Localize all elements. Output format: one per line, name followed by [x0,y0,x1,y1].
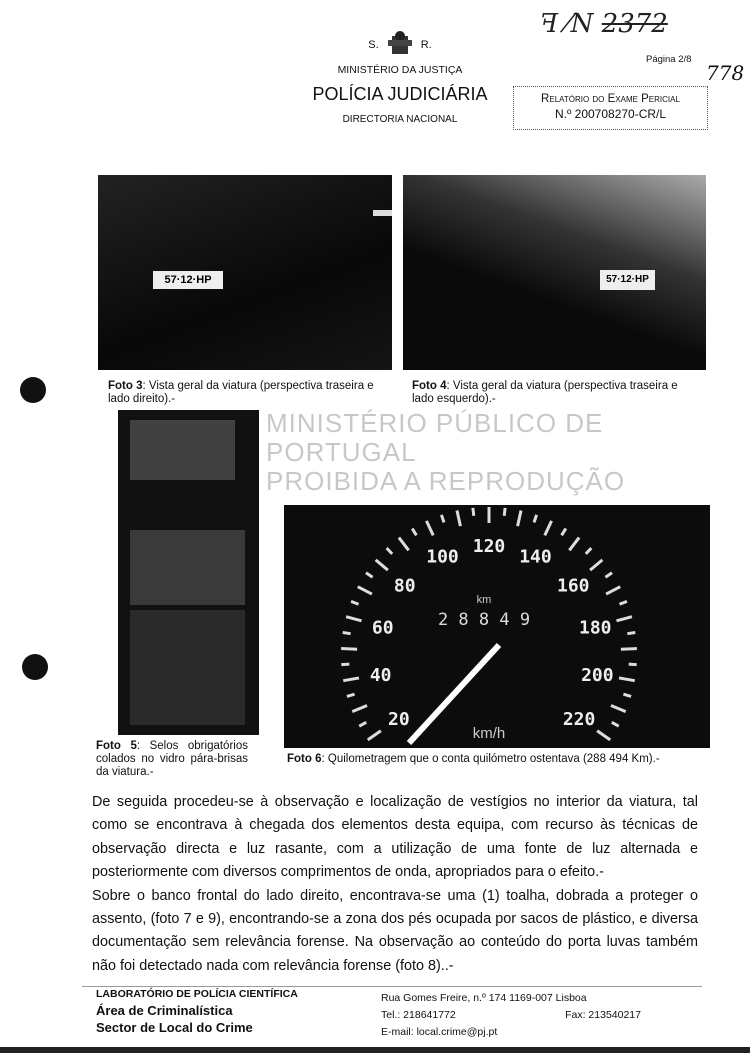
photo-5-windshield-stickers [118,410,259,735]
footer-left [96,988,298,1036]
odometer-reading: 2 8 8 4 9 [437,610,531,630]
letterhead [300,30,500,125]
dial-tick [346,617,361,621]
dial-tick [457,511,460,527]
dial-mark-label: 60 [371,617,394,639]
dial-tick [343,632,351,633]
report-title: Relatório do Exame Pericial [541,93,680,105]
dial-tick [518,511,521,527]
paragraph: De seguida procedeu-se à observação e localização de vestígios no interior da viatura, tal como se encontrava à chegada dos elementos desta equipa, com recurso às técnicas de observação directa e luz rasante, com a utilização de uma fonte de luz alternada e posteriormente com diversos comprimentos de onda, apropriados para o efeito.- [92,794,698,881]
dial-tick [358,587,372,594]
dial-mark-label: 140 [519,546,552,568]
dial-tick [545,521,552,536]
dial-tick [366,573,373,577]
footer-fax: Fax: 213540217 [565,1009,641,1021]
dial-tick [621,649,637,650]
license-plate: 57·12·HP [600,270,655,290]
photo-4-caption: Foto 4: Vista geral da viatura (perspectiva traseira e lado esquerdo).- [412,380,678,405]
dial-tick [341,649,357,650]
agency-title: POLÍCIA JUDICIÁRIA [312,84,488,104]
dial-mark-label: 100 [426,546,459,568]
photo-4-vehicle-rear-left [403,175,706,370]
dial-tick [412,528,416,535]
dial-tick [612,722,619,726]
dial-tick [590,560,602,570]
dial-mark-label: 180 [578,617,612,639]
dial-tick [605,573,612,577]
dial-tick [606,587,620,594]
dial-mark-label: 40 [369,665,392,687]
footer-email[interactable]: E-mail: local.crime@pj.pt [381,1026,498,1038]
dial-tick [343,678,359,681]
dial-tick [597,731,610,740]
footer-lab: LABORATÓRIO DE POLÍCIA CIENTÍFICA [96,988,298,1000]
dial-tick [629,664,637,665]
dial-tick [619,678,635,681]
dial-mark-label: 20 [388,709,410,731]
dial-tick [441,515,444,523]
dial-tick [586,548,592,554]
report-id-box [513,86,708,130]
footer-contact [381,990,641,1041]
dial-mark-label: 220 [562,709,596,731]
speed-unit: km/h [472,725,506,742]
crest-right-text: R. [420,39,432,51]
dial-tick [504,508,505,516]
dial-tick [352,706,367,712]
dial-tick [627,632,635,633]
dial-tick [617,617,632,621]
photo-5-caption: Foto 5: Selos obrigatórios colados no vidro pára-brisas da viatura.- [96,740,248,778]
punch-hole [20,377,46,403]
dial-tick [376,560,388,570]
dial-mark-label: 160 [557,575,590,597]
dial-tick [351,601,358,604]
page-number: Página 2/8 [646,54,692,65]
handwritten-signature: ꟻ ⁄N 2372 [540,9,668,39]
photo-6-speedometer [284,505,710,748]
scan-edge [0,1047,750,1053]
photo-3-vehicle-rear-right [98,175,392,370]
odometer-unit: km [476,594,492,606]
footer-divider [82,986,702,987]
punch-hole [22,654,48,680]
dial-mark-label: 200 [581,665,614,687]
dial-tick [623,694,631,696]
photo-6-caption: Foto 6: Quilometragem que o conta quilómetro ostentava (288 494 Km).- [287,753,660,765]
dial-tick [359,722,366,726]
dial-tick [611,706,626,712]
coat-of-arms-icon [387,30,413,60]
dial-tick [619,601,626,604]
dial-tick [534,515,537,523]
footer-area: Área de Criminalística [96,1003,233,1018]
license-plate: 57·12·HP [153,271,223,289]
dial-tick [347,694,355,696]
dial-tick [368,731,381,740]
dial-mark-label: 80 [393,575,416,597]
crest-left-text: S. [368,39,379,51]
watermark-text: PROIBIDA A REPRODUÇÃO [266,466,626,496]
footer-address: Rua Gomes Freire, n.º 174 1169-007 Lisboa [381,992,587,1004]
dial-tick [426,521,433,536]
report-number: N.º 200708270-CR/L [554,107,667,121]
speedometer-dial [284,505,710,748]
dial-tick [387,548,393,554]
dial-tick [473,508,474,516]
footer-tel: Tel.: 218641772 [381,1009,456,1021]
dial-tick [341,664,349,665]
paragraph: Sobre o banco frontal do lado direito, encontrava-se uma (1) toalha, dobrada a proteger o assento, (foto 7 e 9), encontrando-se a zona dos pés ocupada por sacos de plástico, e diversa documentação sem relevância forense. Na observação ao conteúdo do porta luvas também não foi detectado nada com relevância forense (foto 8)..- [92,887,698,974]
report-body [92,791,698,978]
dial-tick [562,528,566,535]
dial-mark-label: 120 [472,536,506,557]
dial-tick [399,538,409,551]
watermark-text: MINISTÉRIO PÚBLICO DE PORTUGAL [266,408,604,467]
ministry: MINISTÉRIO DA JUSTIÇA [337,64,463,76]
photo-3-caption: Foto 3: Vista geral da viatura (perspectiva traseira e lado direito).- [108,380,374,405]
handwritten-folio: 778 [706,61,745,85]
dial-tick [569,538,579,551]
watermark [266,409,710,496]
directorate: DIRECTORIA NACIONAL [342,114,458,125]
footer-sector: Sector de Local do Crime [96,1020,253,1035]
